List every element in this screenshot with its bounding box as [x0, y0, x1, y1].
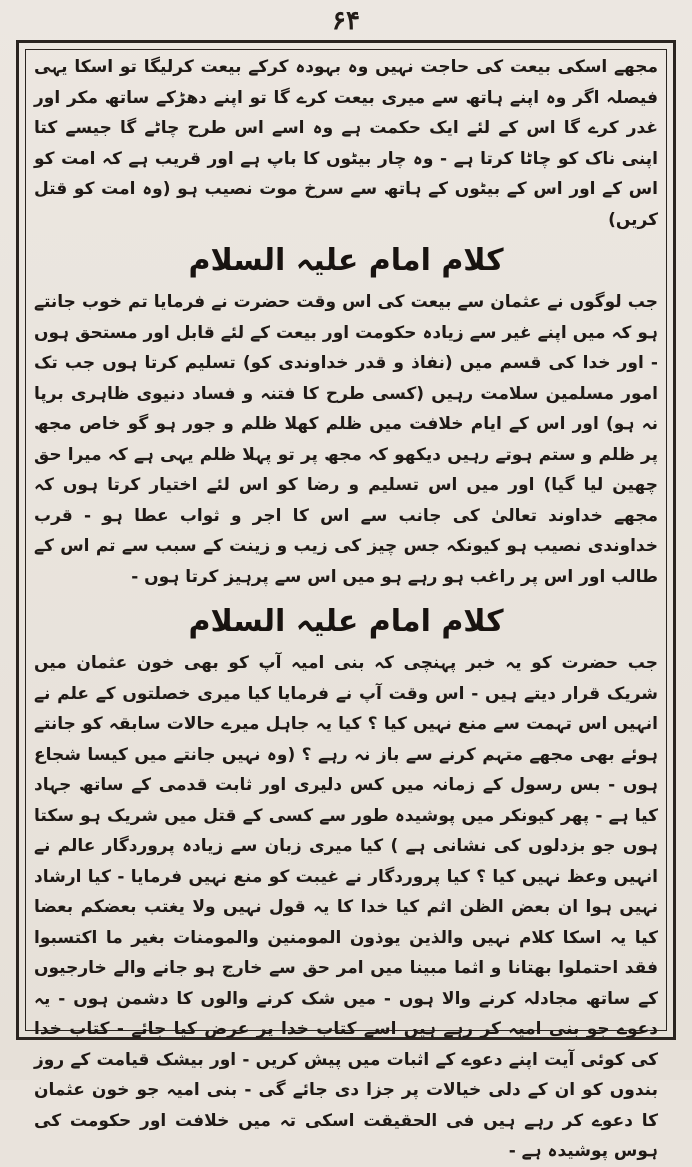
page-border-frame: [16, 40, 676, 1161]
paragraph-bani-umayya: جب حضرت کو یہ خبر پہنچی کہ بنی امیہ آپ کو بھی خون عثمان میں شریک قرار دیتے ہیں - اس وقت آپ نے فرمایا کیا میری خصلتوں کے علم نے انہیں اس تہمت سے منع نہیں کیا ؟ کیا یہ جاہل میرے حالات سابقہ کو جانتے ہوئے بھی مجھے متہم کرنے سے باز نہ رہے ؟ (وہ نہیں جانتے میں کیسا شجاع ہوں - بس رسول کے زمانہ میں کس دلیری اور ثابت قدمی کے ساتھ جہاد کیا ہے - پھر کیونکر میں پوشیدہ طور سے کسی کے قتل میں شریک ہو سکتا ہوں جو بزدلوں کی نشانی ہے ) کیا میری زبان سے زیادہ پروردگار عالم نے انہیں وعظ نہیں کیا ؟ کیا پروردگار نے غیبت کو منع نہیں فرمایا - کیا ارشاد نہیں ہوا ان بعض الظن اثم کیا خدا کا یہ قول نہیں ولا یغتب بعضکم بعضا کیا یہ اسکا کلام نہیں والذین یوذون المومنین والمومنات بغیر ما اکتسبوا فقد احتملوا بھتانا و اثما مبینا میں امر حق سے خارج ہو جانے والے خارجیوں کے ساتھ مجادلہ کرنے والا ہوں - میں شک کرنے والوں کا دشمن ہوں - یہ دعوے جو بنی امیہ کر رہے ہیں اسے کتاب خدا پر عرض کیا جائے - کتاب خدا کی کوئی آیت اپنے دعوے کے اثبات میں پیش کریں - اور بیشک قیامت کے روز بندوں کو ان کے دلی خیالات پر جزا دی جائے گی - بنی امیہ جو خون عثمان کا دعوے کر رہے ہیں فی الحقیقت اسکی تہ میں خلافت اور حکومت کی ہوس پوشیدہ ہے -: [34, 653, 658, 1161]
paragraph-bayat-uthman: جب لوگوں نے عثمان سے بیعت کی اس وقت حضرت نے فرمایا تم خوب جانتے ہو کہ میں اپنے غیر سے زیادہ حکومت اور بیعت کے لئے قابل اور مستحق ہوں - اور خدا کی قسم میں (نفاذ و قدر خداوندی کو) تسلیم کرتا ہوں جب تک امور مسلمین سلامت رہیں (کسی طرح کا فتنہ و فساد دنیوی ظاہری برپا نہ ہو) اور اس کے ایام خلافت میں ظلم کھلا ظلم و جور ہو گو خاص مجھ پر ظلم و ستم ہوتے رہیں دیکھو کہ مجھ پر تو پہلا ظلم یہی ہے کہ میرا حق چھین لیا گیا) اور میں اس تسلیم و رضا کو اس لئے اختیار کرتا ہوں کہ مجھے خداوند تعالیٰ کی جانب سے اس کا اجر و ثواب عطا ہو - قرب خداوندی نصیب ہو کیونکہ جس چیز کی زیب و زینت کے سبب سے تم اس کے طالب اور اس پر راغب ہو رہے ہو میں اس سے پرہیز کرتا ہوں -: [34, 292, 658, 587]
section-heading-1: کلام امام علیہ السلام: [188, 243, 504, 278]
text-area: [25, 49, 667, 1161]
paragraph-opening: مجھے اسکی بیعت کی حاجت نہیں وہ بہودہ کرکے بیعت کرلیگا تو اسکا یہی فیصلہ اگر وہ اپنے ہاتھ سے میری بیعت کرے گا تو اپنے دھڑکے ساتھ مکر اور غدر کرے گا اس کے لئے ایک حکمت ہے وہ اسے اس طرح چاٹے گا جیسے کتا اپنی ناک کو چاٹا کرتا ہے - وہ چار بیٹوں کا باپ ہے اور قریب ہے کہ امت کو اس کے اور اس کے بیٹوں کے ہاتھ سے سرخ موت نصیب ہو (وہ امت کو قتل کریں): [34, 57, 658, 230]
section-heading-2: کلام امام علیہ السلام: [188, 604, 504, 639]
page-number: ۶۴: [332, 6, 360, 36]
